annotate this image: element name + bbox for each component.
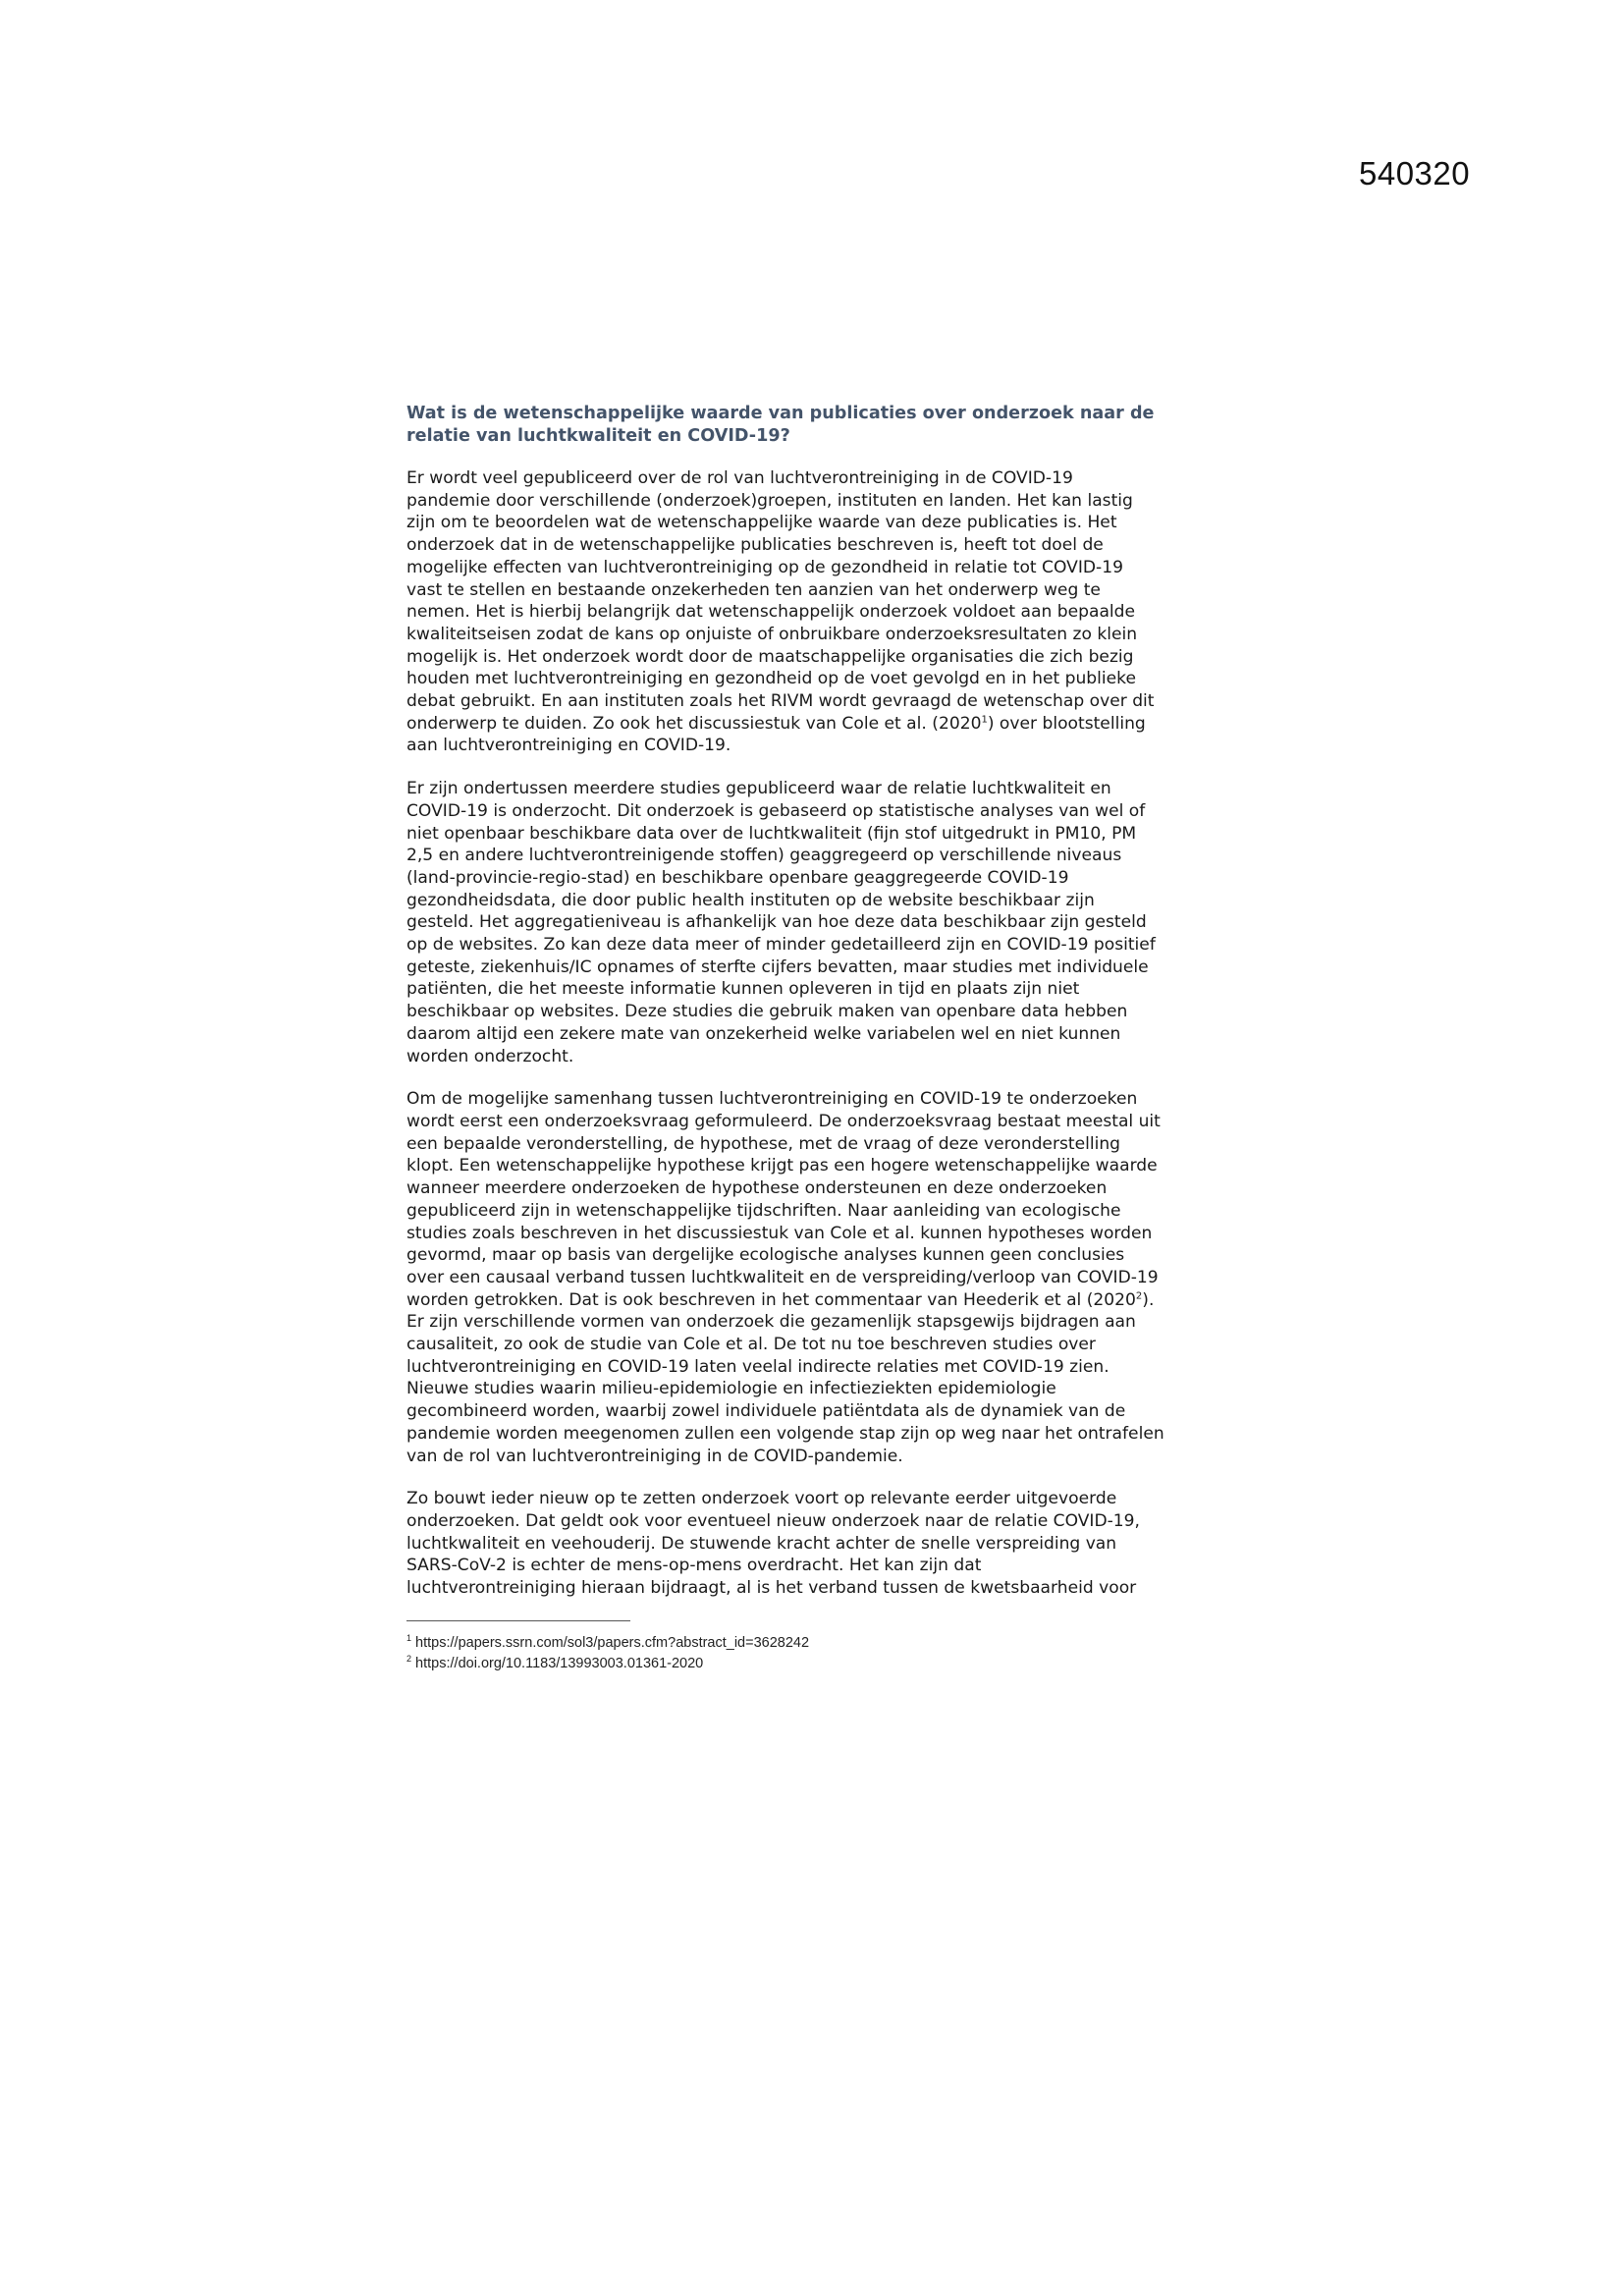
- paragraph-line: klopt. Een wetenschappelijke hypothese krijgt pas een hogere wetenschappelijke waarde: [406, 1156, 1158, 1176]
- paragraph-line: luchtverontreiniging en COVID-19 laten veelal indirecte relaties met COVID-19 zien.: [406, 1356, 1109, 1377]
- paragraph-line: mogelijke effecten van luchtverontreiniging op de gezondheid in relatie tot COVID-19: [406, 557, 1123, 577]
- paragraph-line: 2,5 en andere luchtverontreinigende stoffen) geaggregeerd op verschillende niveaus: [406, 846, 1122, 866]
- paragraph-line: Er zijn ondertussen meerdere studies gepubliceerd waar de relatie luchtkwaliteit en: [406, 779, 1111, 799]
- paragraph-line: gecombineerd worden, waarbij zowel individuele patiëntdata als de dynamiek van de: [406, 1401, 1126, 1422]
- page-number: 540320: [1359, 155, 1471, 191]
- footnotes: [406, 1633, 1241, 1674]
- paragraph-line: aan luchtverontreiniging en COVID-19.: [406, 736, 731, 756]
- paragraph-line: onderzoeken. Dat geldt ook voor eventueel nieuw onderzoek naar de relatie COVID-19,: [406, 1510, 1140, 1531]
- paragraph-line: causaliteit, zo ook de studie van Cole et al. De tot nu toe beschreven studies over: [406, 1335, 1096, 1355]
- paragraph-line: COVID-19 is onderzocht. Dit onderzoek is gebaseerd op statistische analyses van wel of: [406, 800, 1146, 821]
- paragraph-line: een bepaalde veronderstelling, de hypothese, met de vraag of deze veronderstelling: [406, 1133, 1121, 1154]
- paragraph-line: pandemie worden meegenomen zullen een volgende stap zijn op weg naar het ontrafelen: [406, 1423, 1164, 1444]
- paragraph-line: Nieuwe studies waarin milieu-epidemiologie en infectieziekten epidemiologie: [406, 1379, 1056, 1399]
- paragraph-line: pandemie door verschillende (onderzoek)groepen, instituten en landen. Het kan lastig: [406, 490, 1133, 511]
- paragraph-line: wanneer meerdere onderzoeken de hypothese ondersteunen en deze onderzoeken: [406, 1178, 1108, 1199]
- paragraph-line: SARS-CoV-2 is echter de mens-op-mens overdracht. Het kan zijn dat: [406, 1556, 982, 1576]
- paragraph-line: nemen. Het is hierbij belangrijk dat wetenschappelijk onderzoek voldoet aan bepaalde: [406, 602, 1136, 623]
- paragraph-line: (land-provincie-regio-stad) en beschikbare openbare geaggregeerde COVID-19: [406, 867, 1069, 888]
- paragraph-line: patiënten, die het meeste informatie kunnen opleveren in tijd en plaats zijn niet: [406, 979, 1080, 1000]
- footnote-link[interactable]: https://papers.ssrn.com/sol3/papers.cfm?abstract_id=3628242: [415, 1634, 810, 1651]
- paragraph-line: Om de mogelijke samenhang tussen luchtverontreiniging en COVID-19 te onderzoeken: [406, 1089, 1138, 1110]
- footnote-reference: 2: [1135, 1289, 1143, 1301]
- paragraph-line: debat gebruikt. En aan instituten zoals het RIVM wordt gevraagd de wetenschap over dit: [406, 691, 1155, 712]
- body-paragraph: [406, 778, 1241, 1067]
- paragraph-line: vast te stellen en bestaande onzekerheden ten aanzien van het onderwerp weg te: [406, 579, 1101, 600]
- paragraph-line: worden onderzocht.: [406, 1046, 574, 1066]
- paragraph-line: studies zoals beschreven in het discussiestuk van Cole et al. kunnen hypotheses worden: [406, 1223, 1153, 1243]
- footnote-item: $^1$ https://papers.ssrn.com/sol3/papers.cfm?abstract_id=3628242: [406, 1632, 810, 1651]
- paragraph-line: Zo bouwt ieder nieuw op te zetten onderzoek voort op relevante eerder uitgevoerde: [406, 1489, 1117, 1509]
- heading-line: Wat is de wetenschappelijke waarde van publicaties over onderzoek naar de: [406, 404, 1155, 423]
- paragraph-line: beschikbaar op websites. Deze studies die gebruik maken van openbare data hebben: [406, 1002, 1128, 1022]
- paragraph-line: Er wordt veel gepubliceerd over de rol van luchtverontreiniging in de COVID-19: [406, 468, 1073, 488]
- paragraph-line: houden met luchtverontreiniging en gezondheid op de voet gevolgd en in het publieke: [406, 669, 1136, 689]
- paragraph-line: onderwerp te duiden. Zo ook het discussiestuk van Cole et al. (2020$^1$) over blootstelling: [406, 713, 1146, 734]
- paragraph-line: gevormd, maar op basis van dergelijke ecologische analyses kunnen geen conclusies: [406, 1245, 1125, 1266]
- paragraph-line: worden getrokken. Dat is ook beschreven in het commentaar van Heederik et al (2020$^2$).: [406, 1289, 1155, 1310]
- footnote-link[interactable]: https://doi.org/10.1183/13993003.01361-2020: [415, 1655, 704, 1671]
- paragraph-line: daarom altijd een zekere mate van onzekerheid welke variabelen wel en niet kunnen: [406, 1023, 1121, 1044]
- paragraph-line: van de rol van luchtverontreiniging in de COVID-pandemie.: [406, 1446, 903, 1466]
- paragraph-line: zijn om te beoordelen wat de wetenschappelijke waarde van deze publicaties is. Het: [406, 513, 1117, 533]
- paragraphs: [406, 467, 1241, 1600]
- paragraph-line: geteste, ziekenhuis/IC opnames of sterfte cijfers bevatten, maar studies met individuele: [406, 957, 1149, 977]
- paragraph-line: wordt eerst een onderzoeksvraag geformuleerd. De onderzoeksvraag bestaat meestal uit: [406, 1111, 1161, 1131]
- footnote-item: $^2$ https://doi.org/10.1183/13993003.01361-2020: [406, 1653, 704, 1671]
- paragraph-line: gezondheidsdata, die door public health instituten op de website beschikbaar zijn: [406, 890, 1095, 910]
- body-paragraph: [406, 1488, 1241, 1600]
- paragraph-line: op de websites. Zo kan deze data meer of minder gedetailleerd zijn en COVID-19 positief: [406, 935, 1156, 956]
- paragraph-line: Er zijn verschillende vormen van onderzoek die gezamenlijk stapsgewijs bijdragen aan: [406, 1312, 1136, 1333]
- paragraph-line: onderzoek dat in de wetenschappelijke publicaties beschreven is, heeft tot doel de: [406, 535, 1104, 556]
- document-body: [406, 403, 1241, 1674]
- paragraph-line: luchtverontreiniging hieraan bijdraagt, al is het verband tussen de kwetsbaarheid voor: [406, 1578, 1137, 1599]
- paragraph-line: gepubliceerd zijn in wetenschappelijke tijdschriften. Naar aanleiding van ecologische: [406, 1200, 1121, 1221]
- paragraph-line: luchtkwaliteit en veehouderij. De stuwende kracht achter de snelle verspreiding van: [406, 1533, 1117, 1554]
- document-heading: [406, 403, 1241, 448]
- paragraph-line: niet openbaar beschikbare data over de luchtkwaliteit (fijn stof uitgedrukt in PM10, PM: [406, 823, 1137, 844]
- footnote-separator: [406, 1620, 630, 1621]
- paragraph-line: over een causaal verband tussen luchtkwaliteit en de verspreiding/verloop van COVID-19: [406, 1267, 1159, 1287]
- body-paragraph: [406, 467, 1241, 757]
- footnote-reference: 1: [981, 714, 988, 726]
- body-paragraph: [406, 1088, 1241, 1467]
- heading-line: relatie van luchtkwaliteit en COVID-19?: [406, 426, 790, 446]
- paragraph-line: gesteld. Het aggregatieniveau is afhankelijk van hoe deze data beschikbaar zijn gesteld: [406, 912, 1147, 933]
- paragraph-line: mogelijk is. Het onderzoek wordt door de maatschappelijke organisaties die zich bezig: [406, 646, 1134, 667]
- paragraph-line: kwaliteitseisen zodat de kans op onjuiste of onbruikbare onderzoeksresultaten zo klein: [406, 624, 1138, 644]
